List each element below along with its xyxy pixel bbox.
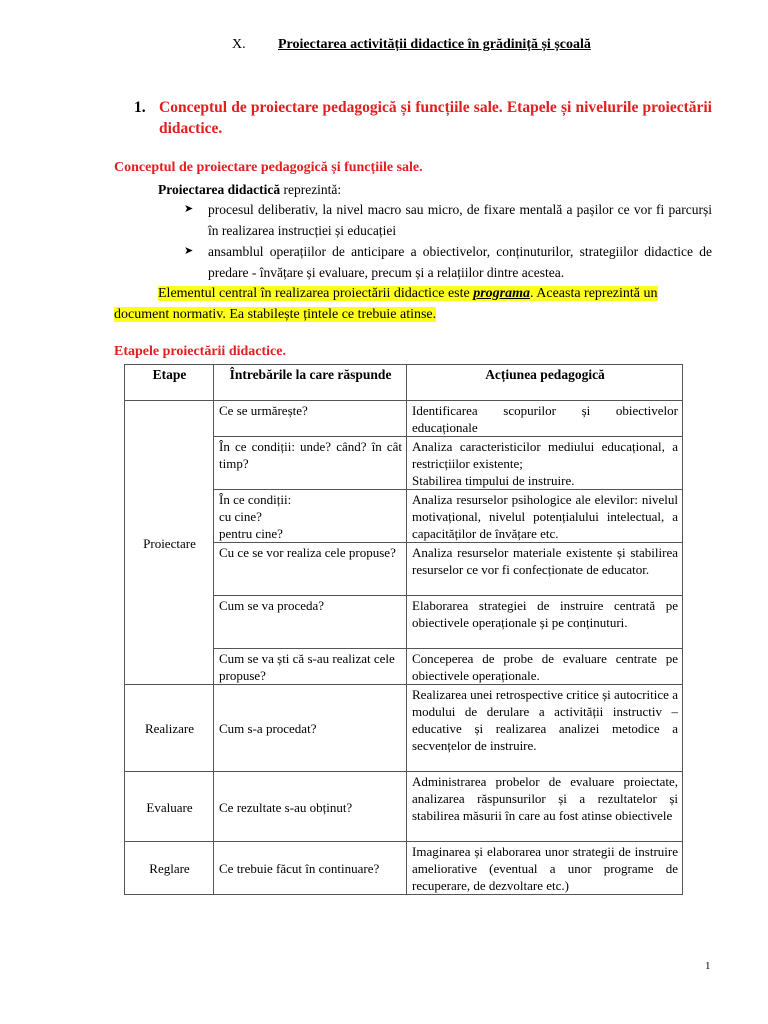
section-title: Conceptul de proiectare pedagogică și funcțiile sale. Etapele și nivelurile proiectării didactice. (159, 99, 712, 137)
action-cell: Analiza resurselor materiale existente și stabilirea resurselor ce vor fi confecționate de educator. (407, 543, 683, 596)
question-cell: Cum se va proceda? (214, 596, 407, 649)
question-cell: Ce rezultate s-au obținut? (214, 772, 407, 842)
action-cell: Elaborarea strategiei de instruire centrată pe obiectivele operaționale și pe conținuturi. (407, 596, 683, 649)
highlight-programa: programa (473, 286, 531, 301)
arrow-bullet-icon: ➤ (184, 245, 194, 257)
action-cell: Identificarea scopurilor și obiectivelor educaționale (407, 401, 683, 437)
etapa-reglare: Reglare (125, 842, 214, 895)
question-cell: Cum s-a procedat? (214, 685, 407, 772)
highlighted-paragraph (114, 283, 712, 325)
bullet-text: procesul deliberativ, la nivel macro sau micro, de fixare mentală a pașilor ce vor fi parcurși în realizarea instrucției și educației (208, 202, 712, 238)
highlight-text-a: Elementul central în realizarea proiectării didactice este (158, 286, 474, 301)
etapa-proiectare: Proiectare (125, 401, 214, 685)
header-actiune: Acțiunea pedagogică (407, 365, 683, 401)
page-number: 1 (705, 960, 711, 972)
list-item (184, 241, 712, 283)
chapter-number: X. (232, 37, 246, 52)
bullet-text: ansamblul operațiilor de anticipare a obiectivelor, conținuturilor, strategiilor didactice de predare - învățare și evaluare, precum și a relațiilor dintre acestea. (208, 244, 712, 280)
intro-line (158, 179, 341, 200)
section-number: 1. (134, 99, 146, 116)
intro-bold: Proiectarea didactică (158, 182, 281, 197)
concept-heading: Conceptul de proiectare pedagogică și funcțiile sale. (114, 160, 423, 175)
action-cell: Analiza caracteristicilor mediului educațional, a restricțiilor existente; Stabilirea timpului de instruire. (407, 437, 683, 490)
question-cell: Cu ce se vor realiza cele propuse? (214, 543, 407, 596)
header-etape: Etape (125, 365, 214, 401)
question-cell: Ce trebuie făcut în continuare? (214, 842, 407, 895)
action-cell: Imaginarea și elaborarea unor strategii de instruire ameliorative (eventual a unor programe de recuperare, de dezvoltare etc.) (407, 842, 683, 895)
question-cell: Cum se va ști că s-au realizat cele propuse? (214, 649, 407, 685)
question-cell: În ce condiții: unde? când? în cât timp? (214, 437, 407, 490)
question-cell: Ce se urmărește? (214, 401, 407, 437)
section-heading (134, 97, 712, 139)
bullet-list (184, 199, 712, 283)
chapter-title: Proiectarea activității didactice în grădiniță și școală (278, 37, 591, 52)
etapa-realizare: Realizare (125, 685, 214, 772)
etape-heading: Etapele proiectării didactice. (114, 344, 286, 359)
action-cell: Conceperea de probe de evaluare centrate pe obiectivele operaționale. (407, 649, 683, 685)
header-intrebari: Întrebările la care răspunde (214, 365, 407, 401)
arrow-bullet-icon: ➤ (184, 203, 194, 215)
action-cell: Analiza resurselor psihologice ale elevilor: nivelul motivațional, nivelul potențialului intelectual, a capacităților de învățare etc. (407, 490, 683, 543)
highlight-text-c: . Aceasta reprezintă un document normativ. Ea stabilește țintele ce trebuie atinse. (114, 286, 658, 322)
table-header-row (125, 365, 683, 401)
action-cell: Administrarea probelor de evaluare proiectate, analizarea răspunsurilor și a rezultatelor și stabilirea măsurii în care au fost atinse obiectivele (407, 772, 683, 842)
table-row (125, 842, 683, 895)
action-cell: Realizarea unei retrospective critice și autocritice a modului de derulare a activității instructiv – educative și realizarea analizei metodice a secvențelor de instruire. (407, 685, 683, 772)
intro-rest: reprezintă: (280, 182, 342, 197)
question-cell: În ce condiții: cu cine? pentru cine? (214, 490, 407, 543)
list-item (184, 199, 712, 241)
table-row (125, 401, 683, 437)
table-row (125, 685, 683, 772)
etapa-evaluare: Evaluare (125, 772, 214, 842)
document-title (232, 37, 591, 53)
table-row (125, 772, 683, 842)
etape-table (124, 364, 683, 895)
